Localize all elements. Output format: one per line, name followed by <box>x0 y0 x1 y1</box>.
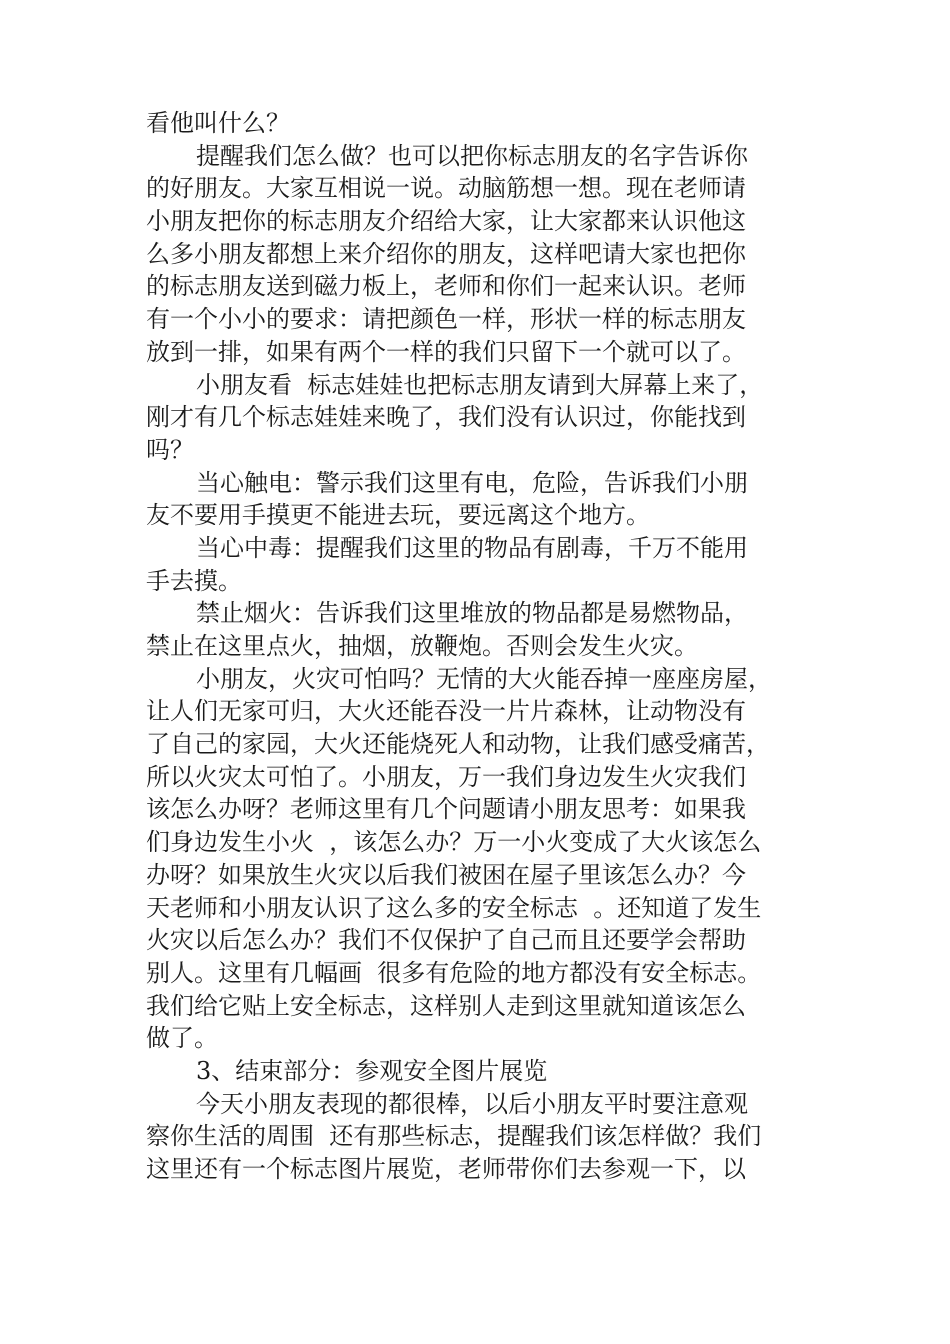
text-line: 该怎么办呀？老师这里有几个问题请小朋友思考：如果我 <box>146 795 746 824</box>
text-line: 小朋友，火灾可怕吗？无情的大火能吞掉一座座房屋， <box>196 664 772 693</box>
text-line: 我们给它贴上安全标志，这样别人走到这里就知道该怎么 <box>146 991 746 1020</box>
paragraph <box>146 467 816 532</box>
text-line: 禁止烟火：告诉我们这里堆放的物品都是易燃物品， <box>196 599 748 628</box>
text-line: 今天小朋友表现的都很棒，以后小朋友平时要注意观 <box>196 1089 748 1118</box>
text-line: 的好朋友。大家互相说一说。动脑筋想一想。现在老师请 <box>146 174 746 203</box>
text-line: 所以火灾太可怕了。小朋友，万一我们身边发生火灾我们 <box>146 762 746 791</box>
text-line: 3、结束部分：参观安全图片展览 <box>196 1056 548 1085</box>
text-line: 手去摸。 <box>146 566 242 595</box>
paragraph <box>146 1055 816 1088</box>
text-line: 看他叫什么？ <box>146 109 290 137</box>
text-line: 提醒我们怎么做？也可以把你标志朋友的名字告诉你 <box>196 141 748 170</box>
text-line: 天老师和小朋友认识了这么多的安全标志 。还知道了发生 <box>146 893 762 922</box>
paragraph <box>146 107 816 140</box>
paragraph <box>146 597 816 662</box>
text-line: 做了。 <box>146 1024 218 1053</box>
text-line: 们身边发生小火 ，该怎么办？万一小火变成了大火该怎么 <box>146 828 762 857</box>
text-line: 了自己的家园，大火还能烧死人和动物，让我们感受痛苦， <box>146 730 770 759</box>
text-line: 当心中毒：提醒我们这里的物品有剧毒，千万不能用 <box>196 533 748 562</box>
text-line: 的标志朋友送到磁力板上，老师和你们一起来认识。老师 <box>146 272 746 301</box>
text-line: 么多小朋友都想上来介绍你的朋友，这样吧请大家也把你 <box>146 239 746 268</box>
text-line: 小朋友把你的标志朋友介绍给大家，让大家都来认识他这 <box>146 207 746 236</box>
text-line: 友不要用手摸更不能进去玩，要远离这个地方。 <box>146 501 650 530</box>
text-line: 刚才有几个标志娃娃来晚了，我们没有认识过，你能找到 <box>146 403 746 432</box>
document-body <box>146 107 816 1186</box>
paragraph <box>146 1088 816 1186</box>
text-line: 有一个小小的要求：请把颜色一样，形状一样的标志朋友 <box>146 305 746 334</box>
text-line: 察你生活的周围 还有那些标志，提醒我们该怎样做？我们 <box>146 1122 762 1151</box>
text-line: 放到一排，如果有两个一样的我们只留下一个就可以了。 <box>146 337 746 366</box>
text-line: 别人。这里有几幅画 很多有危险的地方都没有安全标志。 <box>146 958 762 987</box>
text-line: 小朋友看 标志娃娃也把标志朋友请到大屏幕上来了， <box>196 370 764 399</box>
paragraph <box>146 140 816 369</box>
paragraph <box>146 663 816 1055</box>
paragraph <box>146 532 816 597</box>
text-line: 让人们无家可归，大火还能吞没一片片森林，让动物没有 <box>146 697 746 726</box>
text-line: 禁止在这里点火，抽烟，放鞭炮。否则会发生火灾。 <box>146 632 698 660</box>
text-line: 当心触电：警示我们这里有电，危险，告诉我们小朋 <box>196 468 748 497</box>
text-line: 火灾以后怎么办？我们不仅保护了自己而且还要学会帮助 <box>146 926 746 955</box>
paragraph <box>146 369 816 467</box>
text-line: 这里还有一个标志图片展览，老师带你们去参观一下，以 <box>146 1155 746 1183</box>
text-line: 吗？ <box>146 435 194 464</box>
text-line: 办呀？如果放生火灾以后我们被困在屋子里该怎么办？今 <box>146 860 746 889</box>
